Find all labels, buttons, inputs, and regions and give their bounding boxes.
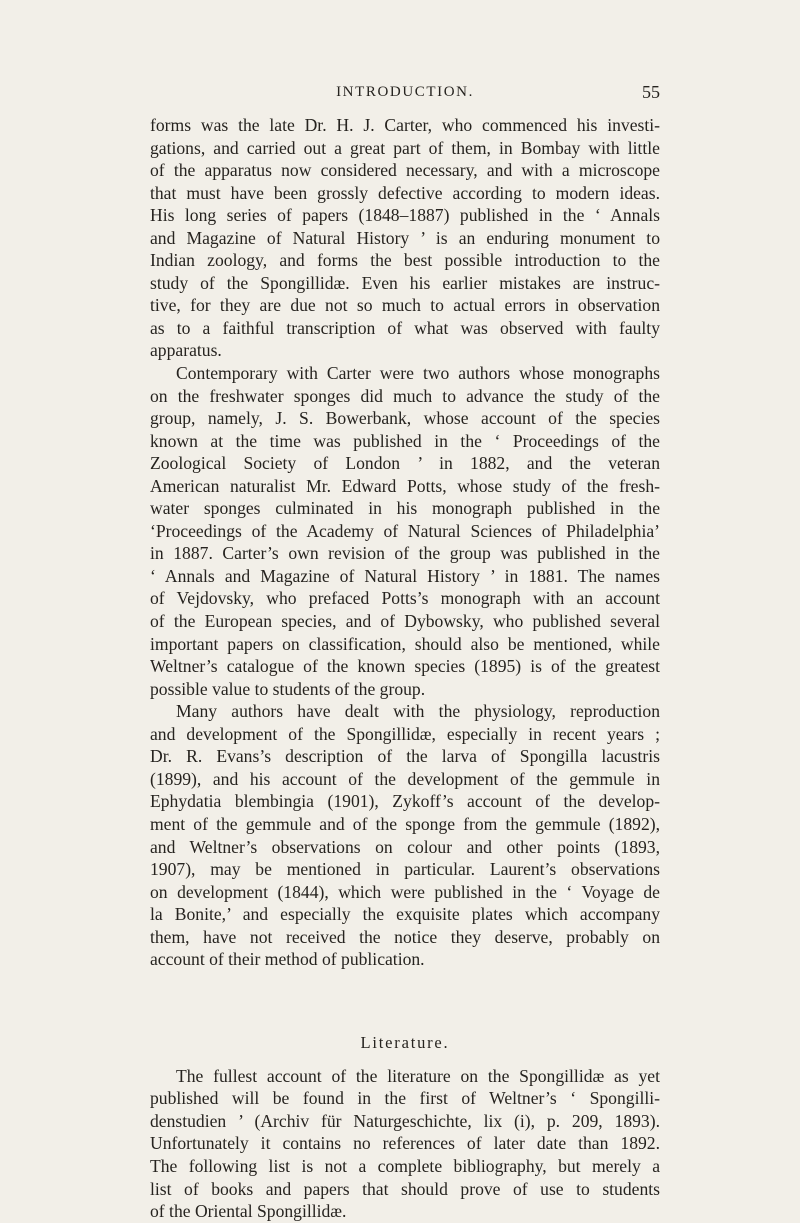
- text-line: The following list is not a complete bibliography, but merely a: [150, 1155, 660, 1176]
- text-line: The fullest account of the literature on the Spongillidæ as yet: [176, 1065, 660, 1086]
- text-line: denstudien ’ (Archiv für Naturgeschichte, lix (i), p. 209, 1893).: [150, 1110, 660, 1131]
- text-line: American naturalist Mr. Edward Potts, whose study of the fresh-: [150, 475, 660, 496]
- text-line: and Magazine of Natural History ’ is an enduring monument to: [150, 227, 660, 248]
- text-line: as to a faithful transcription of what was observed with faulty: [150, 317, 660, 338]
- text-line: that must have been grossly defective according to modern ideas.: [150, 182, 660, 203]
- paragraph-literature: [150, 1065, 660, 1223]
- running-head: [150, 84, 660, 106]
- text-line: group, namely, J. S. Bowerbank, whose account of the species: [150, 408, 660, 429]
- text-line: His long series of papers (1848–1887) published in the ‘ Annals: [150, 205, 660, 226]
- page-number: 55: [642, 82, 660, 102]
- text-line: published will be found in the first of Weltner’s ‘ Spongilli-: [150, 1088, 660, 1109]
- text-line: of Vejdovsky, who prefaced Potts’s monograph with an account: [150, 588, 660, 609]
- text-line: Zoological Society of London ’ in 1882, and the veteran: [150, 453, 660, 474]
- body-text: [150, 114, 660, 1223]
- text-line: Ephydatia blembingia (1901), Zykoff’s account of the develop-: [150, 791, 660, 812]
- text-line: water sponges culminated in his monograph published in the: [150, 498, 660, 519]
- paragraph-carter: [150, 114, 660, 362]
- text-line: of the apparatus now considered necessary, and with a microscope: [150, 160, 660, 181]
- text-line: Contemporary with Carter were two authors whose monographs: [176, 363, 660, 384]
- text-line: of the Oriental Spongillidæ.: [150, 1201, 347, 1222]
- text-line: on the freshwater sponges did much to advance the study of the: [150, 385, 660, 406]
- paragraph-development: [150, 700, 660, 971]
- section-heading: Literature.: [360, 1032, 450, 1052]
- text-line: in 1887. Carter’s own revision of the group was published in the: [150, 543, 660, 564]
- text-line: tive, for they are due not so much to actual errors in observation: [150, 295, 660, 316]
- text-line: la Bonite,’ and especially the exquisite plates which accompany: [150, 904, 660, 925]
- text-line: Unfortunately it contains no references of later date than 1892.: [150, 1133, 660, 1154]
- text-line: ment of the gemmule and of the sponge from the gemmule (1892),: [150, 813, 660, 834]
- text-line: important papers on classification, should also be mentioned, while: [150, 633, 660, 654]
- text-line: forms was the late Dr. H. J. Carter, who commenced his investi-: [150, 115, 660, 135]
- text-line: of the European species, and of Dybowsky, who published several: [150, 611, 660, 632]
- text-line: on development (1844), which were published in the ‘ Voyage de: [150, 881, 660, 902]
- text-line: possible value to students of the group.: [150, 678, 426, 699]
- text-line: Dr. R. Evans’s description of the larva of Spongilla lacustris: [150, 746, 660, 767]
- text-line: account of their method of publication.: [150, 949, 425, 970]
- text-line: and development of the Spongillidæ, especially in recent years ;: [150, 723, 660, 744]
- text-line: them, have not received the notice they deserve, probably on: [150, 926, 660, 947]
- text-line: Indian zoology, and forms the best possible introduction to the: [150, 250, 660, 271]
- text-line: apparatus.: [150, 340, 222, 361]
- paragraph-contemporaries: [150, 362, 660, 700]
- text-line: Weltner’s catalogue of the known species (1895) is of the greatest: [150, 656, 660, 677]
- text-line: and Weltner’s observations on colour and other points (1893,: [150, 836, 660, 857]
- text-line: (1899), and his account of the development of the gemmule in: [150, 768, 660, 789]
- text-line: Many authors have dealt with the physiology, reproduction: [176, 701, 660, 722]
- text-line: known at the time was published in the ‘ Proceedings of the: [150, 430, 660, 451]
- text-line: ‘ Annals and Magazine of Natural History ’ in 1881. The names: [150, 565, 660, 586]
- section-spacer: [150, 971, 660, 1021]
- text-line: study of the Spongillidæ. Even his earlier mistakes are instruc-: [150, 272, 660, 293]
- running-title: INTRODUCTION.: [336, 84, 474, 100]
- text-line: list of books and papers that should prove of use to students: [150, 1178, 660, 1199]
- text-line: gations, and carried out a great part of them, in Bombay with little: [150, 137, 660, 158]
- text-line: 1907), may be mentioned in particular. Laurent’s observations: [150, 859, 660, 880]
- text-line: ‘Proceedings of the Academy of Natural Sciences of Philadelphia’: [150, 520, 660, 541]
